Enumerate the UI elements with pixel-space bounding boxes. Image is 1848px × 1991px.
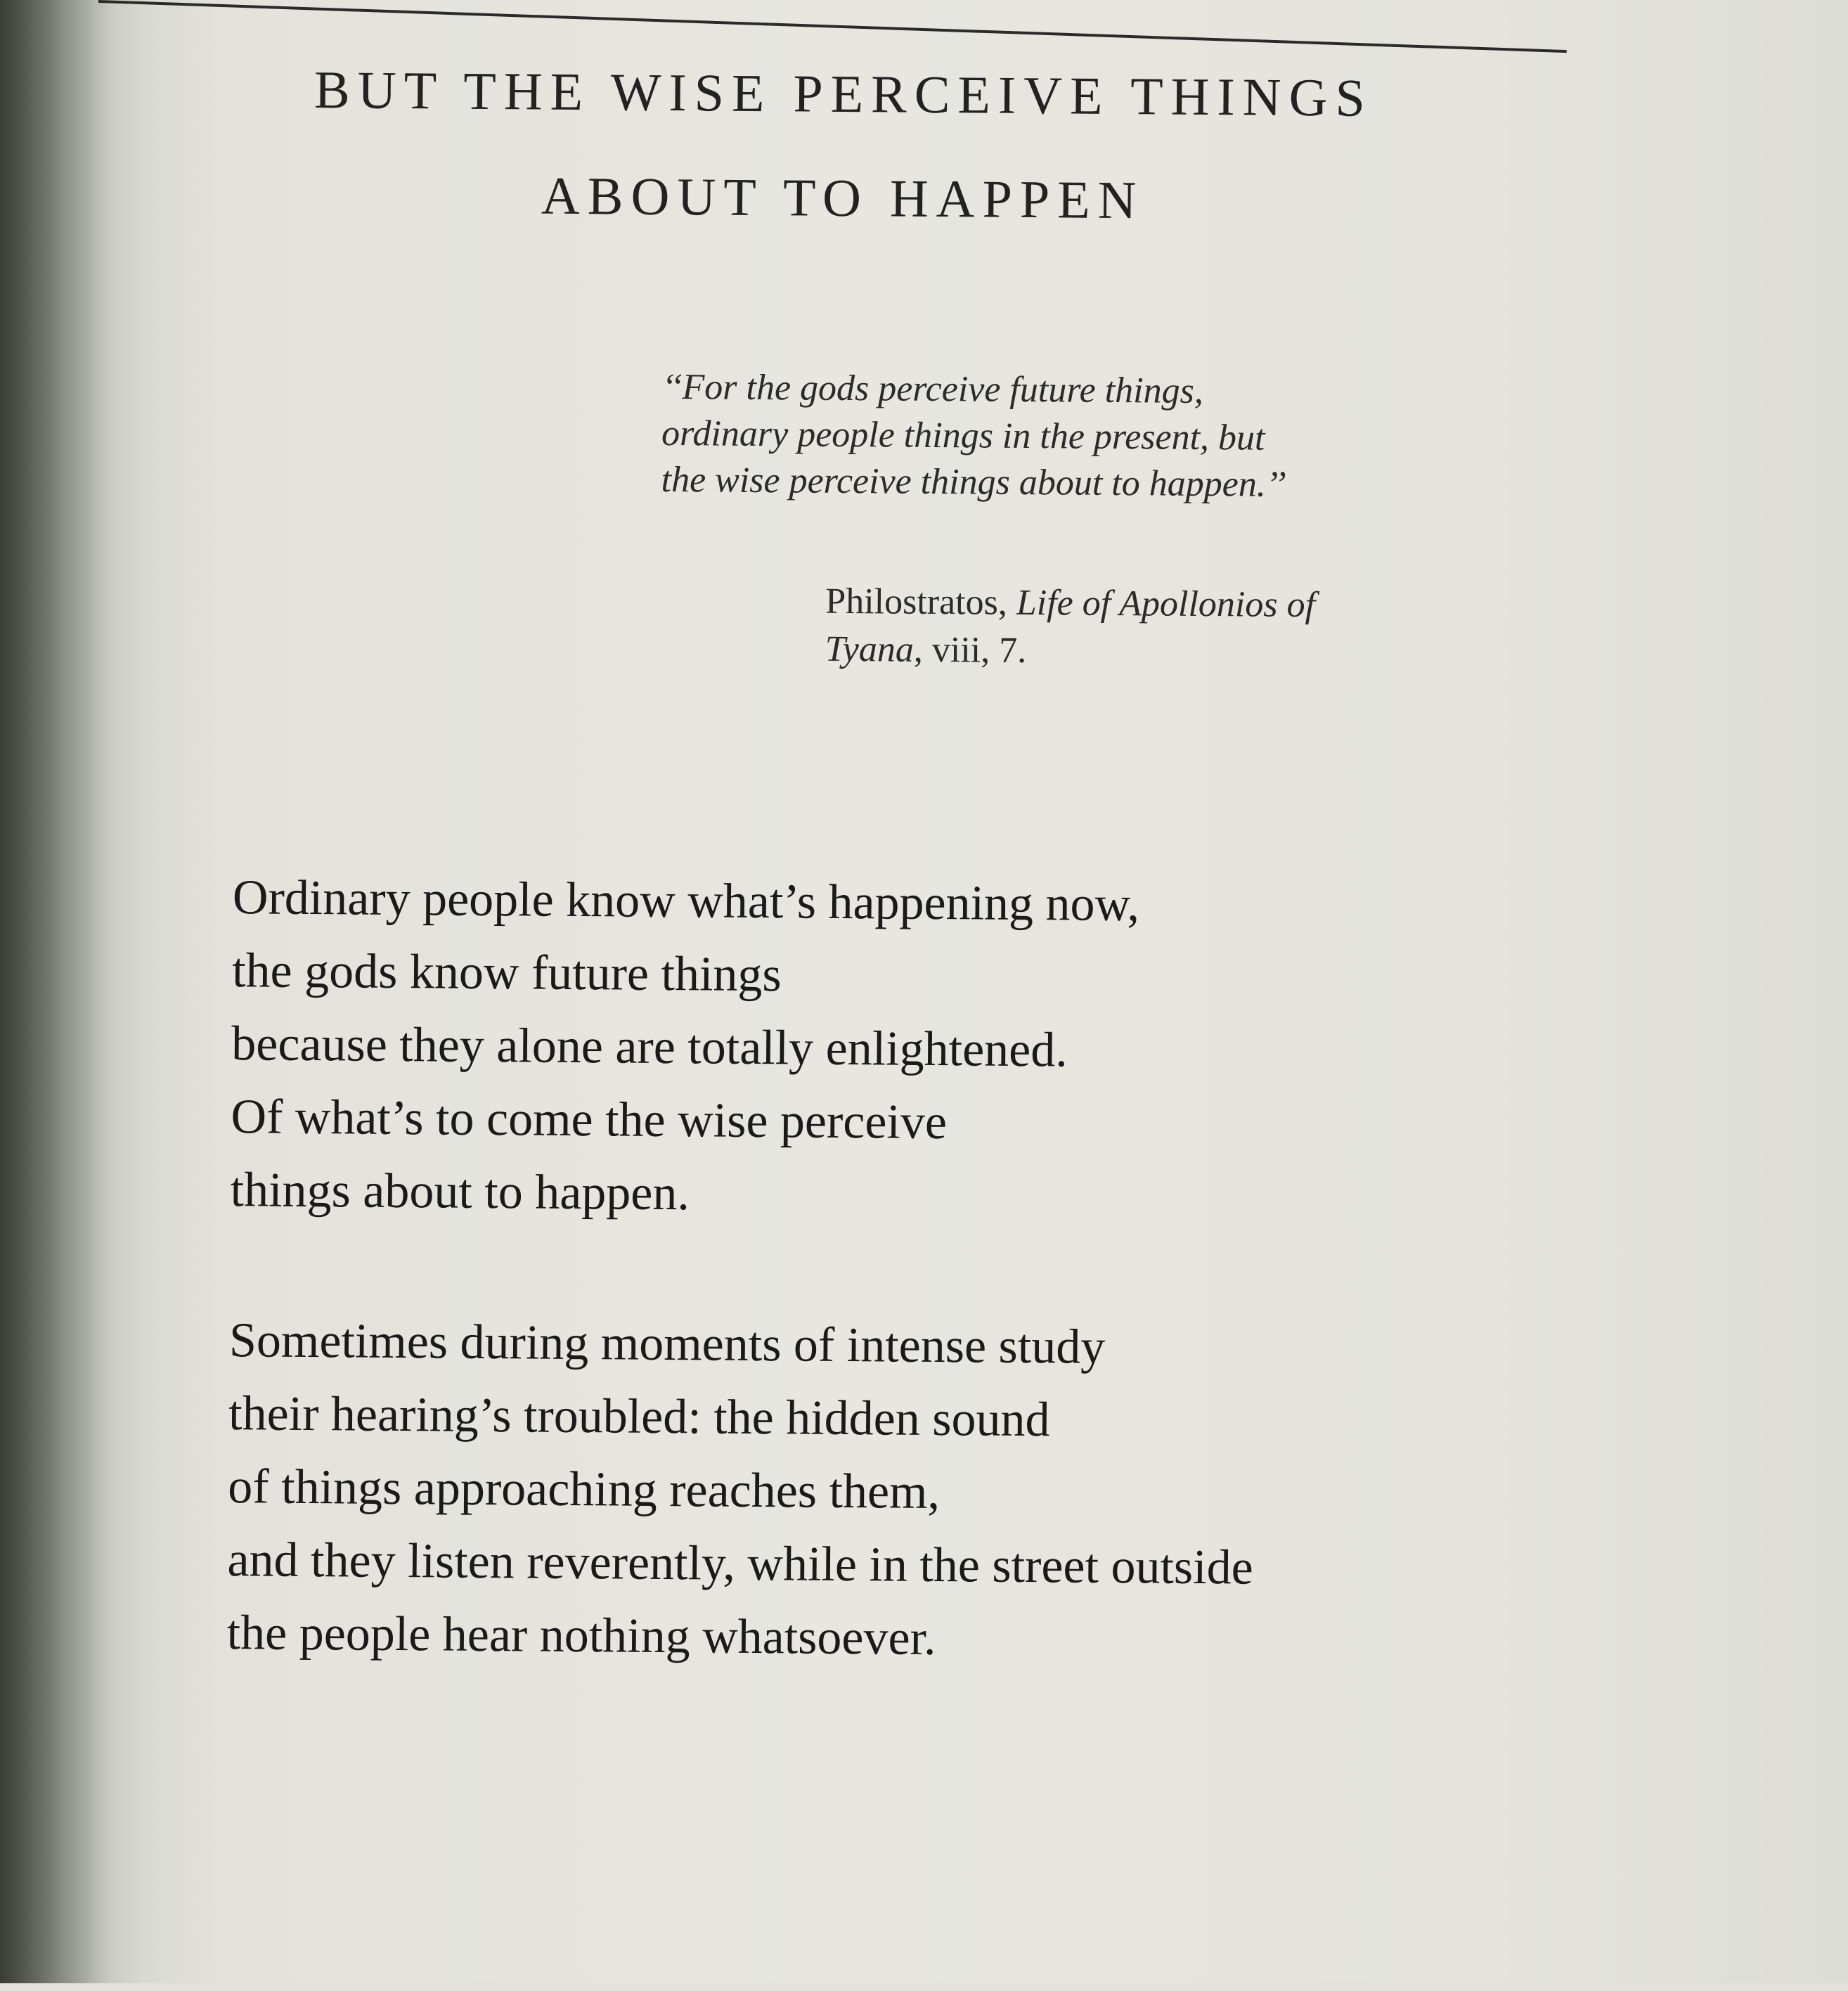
poem-line: Of what’s to come the wise perceive xyxy=(231,1090,948,1150)
poem-line: the people hear nothing whatsoever. xyxy=(226,1606,936,1666)
poem-title xyxy=(231,37,1455,255)
poem-stanza-2 xyxy=(226,1304,1494,1680)
poem-line: their hearing’s troubled: the hidden sound xyxy=(228,1386,1050,1448)
poem-line: of things approaching reaches them, xyxy=(228,1460,941,1520)
poem-line: the gods know future things xyxy=(231,943,782,1003)
poem-stanza-1 xyxy=(230,861,1498,1237)
poem-line: Sometimes during moments of intense study xyxy=(228,1313,1106,1374)
attribution-author: Philostratos, xyxy=(825,581,1017,623)
poem-line: Ordinary people know what’s happening now, xyxy=(232,870,1140,932)
poem-line: because they alone are totally enlightened. xyxy=(231,1017,1068,1078)
poem-line: things about to happen. xyxy=(230,1163,690,1221)
poem-title-line-1: BUT THE WISE PERCEIVE THINGS xyxy=(314,60,1374,128)
epigraph xyxy=(661,364,1449,510)
epigraph-line: the wise perceive things about to happen.’’ xyxy=(661,459,1286,505)
epigraph-line: ordinary people things in the present, but xyxy=(661,413,1265,458)
poem-line: and they listen reverently, while in the street outside xyxy=(227,1533,1254,1595)
poem-title-line-2: ABOUT TO HAPPEN xyxy=(541,166,1144,231)
attribution-work-title-cont: Tyana xyxy=(825,629,915,670)
epigraph-attribution xyxy=(825,578,1444,678)
attribution-work-title: Life of Apollonios of xyxy=(1016,582,1316,626)
attribution-reference: , viii, 7. xyxy=(913,629,1027,671)
epigraph-line: ‘‘For the gods perceive future things, xyxy=(661,366,1204,411)
